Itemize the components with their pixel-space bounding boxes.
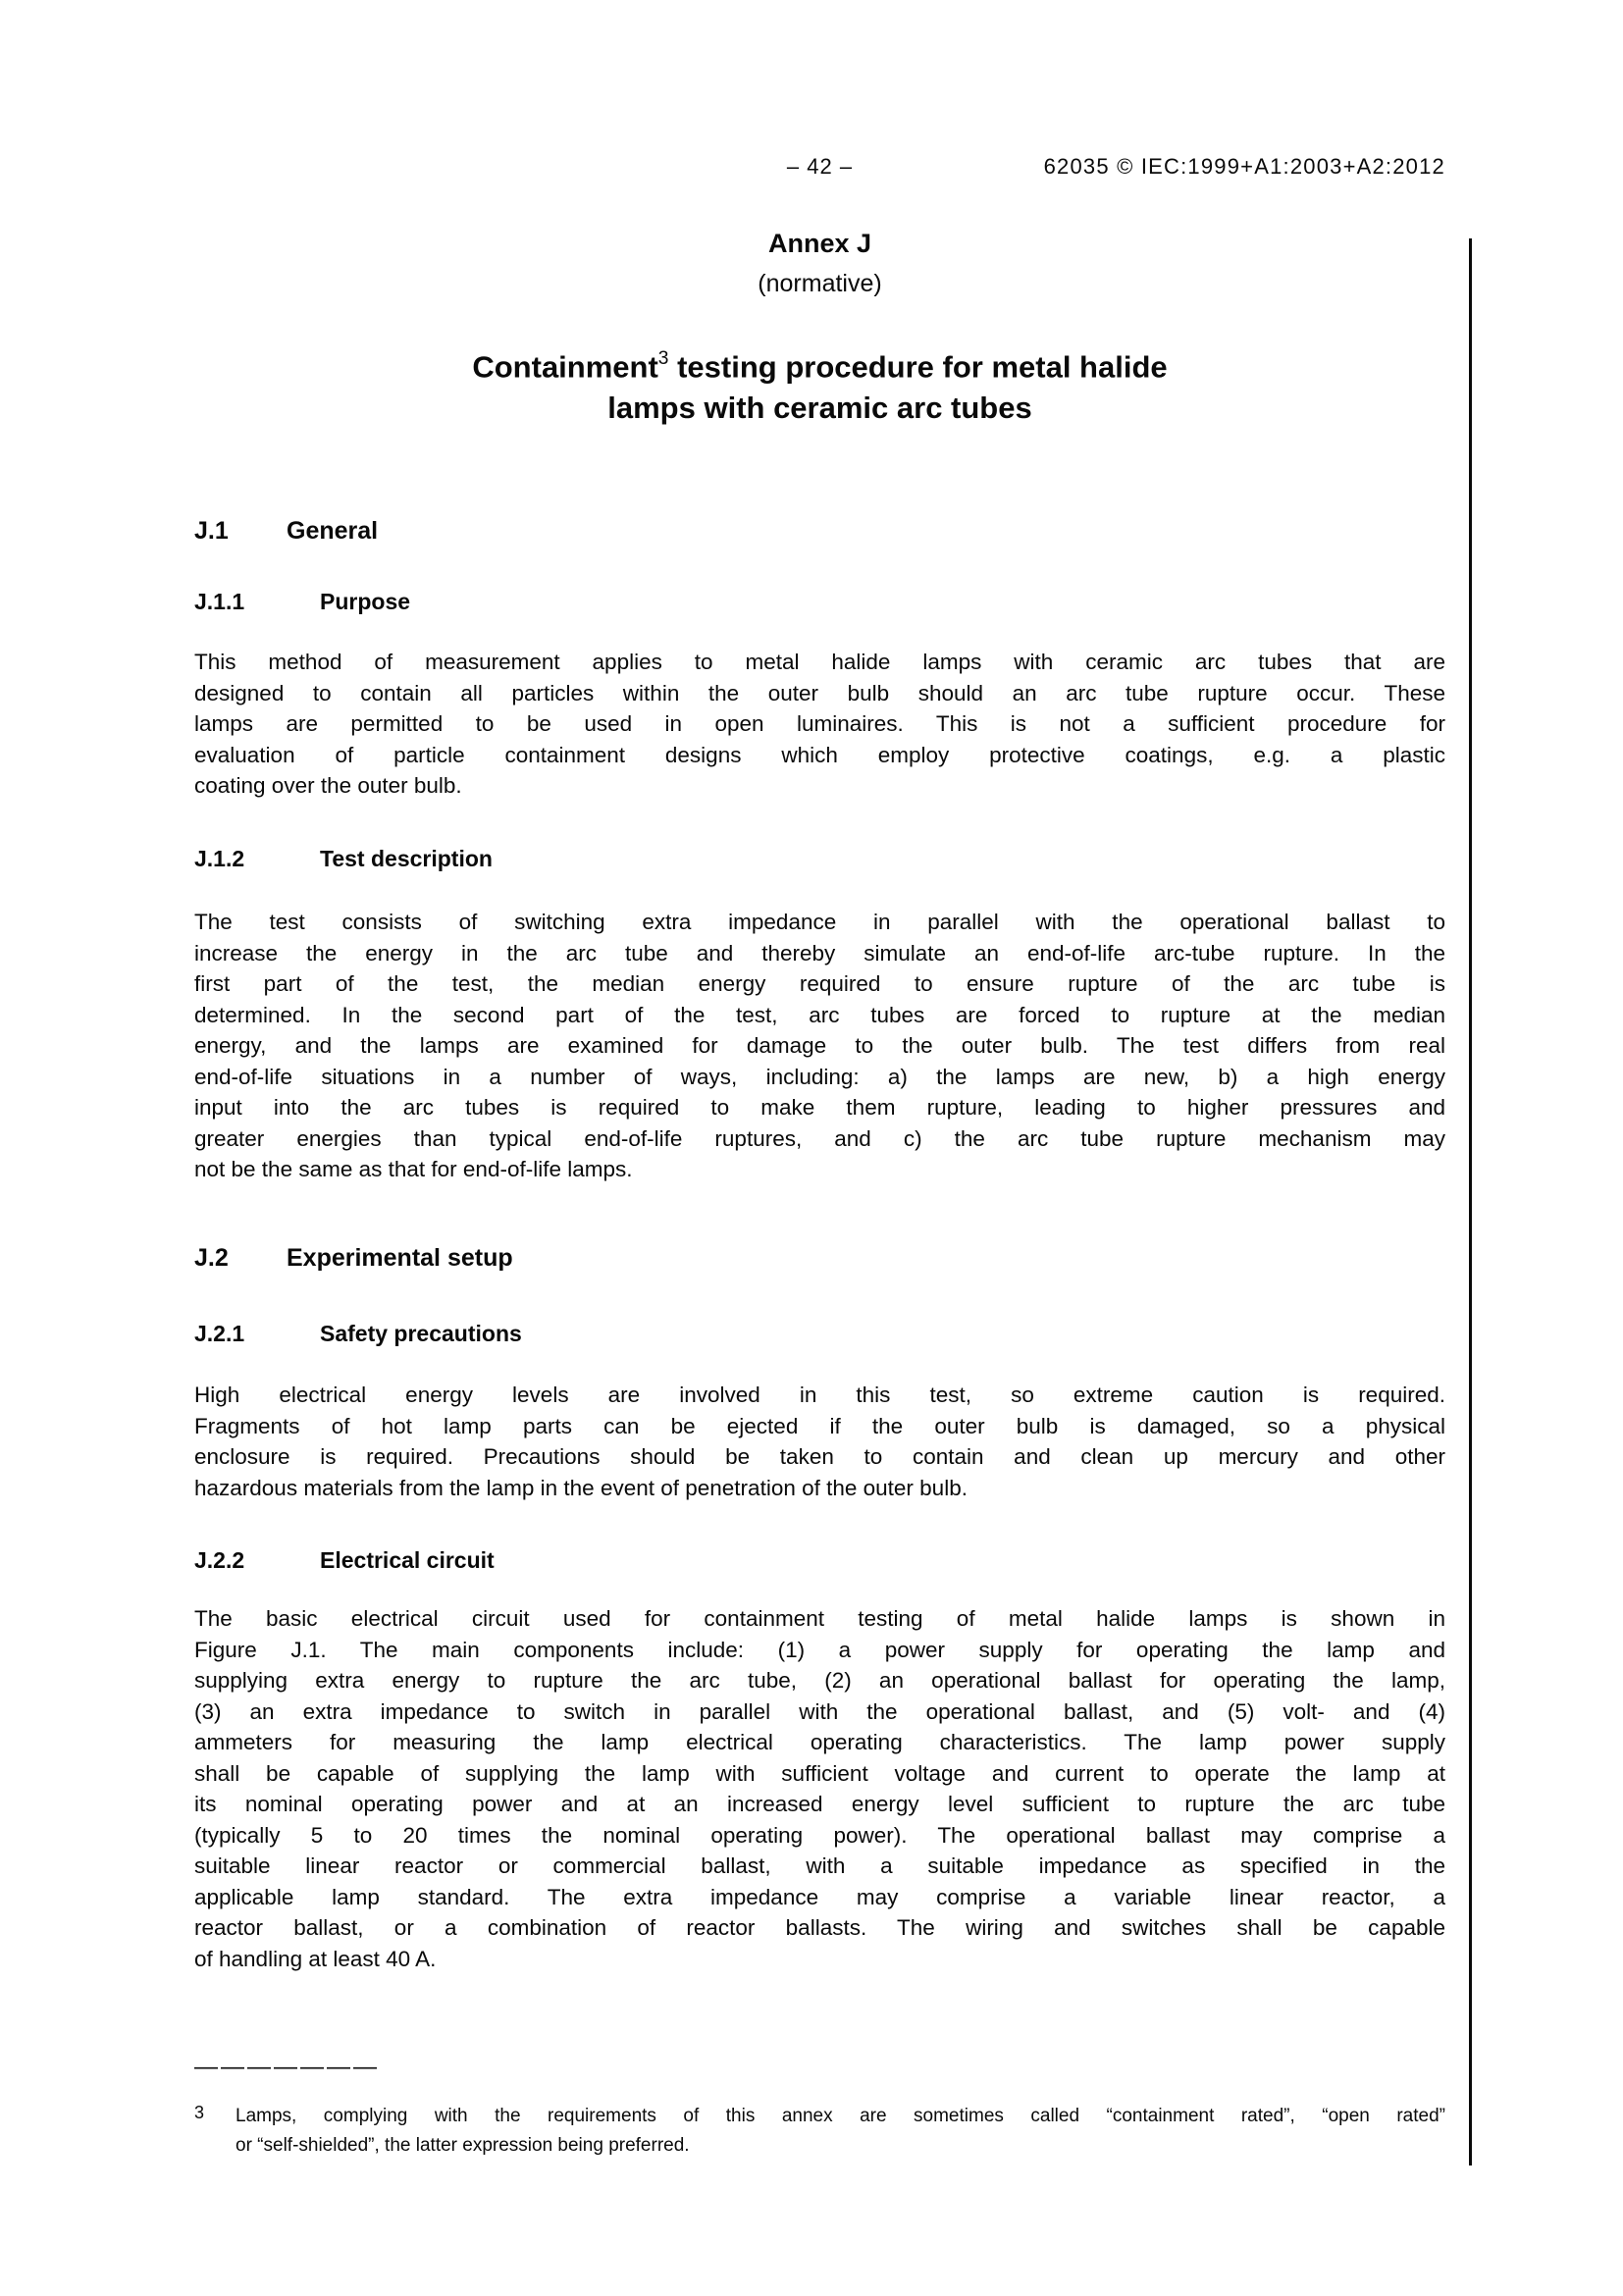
annex-title: Annex J [767, 229, 872, 258]
subsection-number: J.2.1 [194, 1321, 245, 1346]
page-header [194, 154, 1445, 183]
text-line: shall be capable of supplying the lamp with sufficient voltage and current to operate the lamp at [194, 1760, 1445, 1786]
footnote-text [236, 2102, 1445, 2161]
text-line: greater energies than typical end-of-life ruptures, and c) the arc tube rupture mechanism may [194, 1125, 1445, 1151]
text-line: its nominal operating power and at an increased energy level sufficient to rupture the arc tube [194, 1792, 1445, 1816]
text-line: designed to contain all particles within the outer bulb should an arc tube rupture occur. These [194, 680, 1445, 705]
title-line-1 [194, 340, 1445, 388]
text-line: The test consists of switching extra impedance in parallel with the operational ballast to [194, 910, 1445, 934]
paragraph-electrical-circuit [194, 1603, 1445, 1974]
text-line: applicable lamp standard. The extra impedance may comprise a variable linear reactor, a [194, 1884, 1445, 1909]
section-number: J.1 [194, 517, 229, 545]
text-line: Figure J.1. The main components include: (1) a power supply for operating the lamp and [194, 1637, 1445, 1662]
subsection-label: Purpose [320, 589, 411, 614]
section-label: General [287, 517, 379, 545]
text-line: suitable linear reactor or commercial ballast, with a suitable impedance as specified in the [194, 1853, 1445, 1878]
text-line: first part of the test, the median energy required to ensure rupture of the arc tube is [194, 971, 1445, 996]
section-number: J.2 [194, 1244, 229, 1272]
title-line-2: lamps with ceramic arc tubes [607, 391, 1032, 426]
document-reference: 62035 © IEC:1999+A1:2003+A2:2012 [1043, 154, 1445, 179]
footnote-separator: ——————— [194, 2054, 380, 2080]
text-line: increase the energy in the arc tube and thereby simulate an end-of-life arc-tube rupture. In the [194, 940, 1445, 965]
text-line: ammeters for measuring the lamp electrical operating characteristics. The lamp power supply [194, 1730, 1445, 1754]
subsection-label: Test description [320, 846, 493, 871]
text-line: Fragments of hot lamp parts can be ejected if the outer bulb is damaged, so a physical [194, 1413, 1445, 1438]
subsection-number: J.1.1 [194, 589, 245, 614]
text-line: hazardous materials from the lamp in the event of penetration of the outer bulb. [194, 1475, 968, 1500]
subsection-heading-j21 [194, 1321, 522, 1347]
text-line: end-of-life situations in a number of ways, including: a) the lamps are new, b) a high energy [194, 1064, 1445, 1089]
text-line: evaluation of particle containment designs which employ protective coatings, e.g. a plastic [194, 742, 1445, 767]
subsection-heading-j12 [194, 846, 493, 872]
text-line: enclosure is required. Precautions should be taken to contain and clean up mercury and other [194, 1444, 1445, 1469]
subsection-heading-j11 [194, 589, 410, 615]
section-heading-j2 [194, 1244, 513, 1273]
section-heading-j1 [194, 517, 378, 546]
text-line: determined. In the second part of the test, arc tubes are forced to rupture at the median [194, 1002, 1445, 1027]
title-text-post: testing procedure for metal halide [668, 349, 1168, 385]
section-label: Experimental setup [287, 1244, 513, 1272]
text-line: The basic electrical circuit used for containment testing of metal halide lamps is shown in [194, 1606, 1445, 1631]
footnote [194, 2102, 1445, 2161]
subsection-number: J.2.2 [194, 1547, 245, 1573]
title-text-pre: Containment [472, 349, 658, 385]
text-line: High electrical energy levels are involved in this test, so extreme caution is required. [194, 1383, 1445, 1407]
text-line: energy, and the lamps are examined for damage to the outer bulb. The test differs from real [194, 1033, 1445, 1058]
subsection-heading-j22 [194, 1547, 495, 1574]
text-line: (3) an extra impedance to switch in parallel with the operational ballast, and (5) volt- and (4) [194, 1698, 1445, 1724]
text-line: Lamps, complying with the requirements of this annex are sometimes called “containment rated”, “open rated” [236, 2106, 1445, 2126]
annex-status: (normative) [758, 270, 882, 297]
revision-change-bar [1469, 238, 1472, 2166]
text-line: lamps are permitted to be used in open luminaires. This is not a sufficient procedure for [194, 711, 1445, 736]
subsection-label: Safety precautions [320, 1321, 522, 1346]
text-line: or “self-shielded”, the latter expression being preferred. [236, 2135, 690, 2156]
footnote-reference-mark: 3 [657, 348, 669, 369]
paragraph-test-description [194, 907, 1445, 1185]
text-line: reactor ballast, or a combination of reactor ballasts. The wiring and switches shall be capable [194, 1915, 1445, 1940]
text-line: (typically 5 to 20 times the nominal operating power). The operational ballast may comprise a [194, 1822, 1445, 1848]
text-line: input into the arc tubes is required to make them rupture, leading to higher pressures and [194, 1095, 1445, 1120]
text-line: not be the same as that for end-of-life lamps. [194, 1157, 633, 1181]
paragraph-purpose [194, 647, 1445, 802]
footnote-number: 3 [194, 2103, 205, 2122]
subsection-label: Electrical circuit [320, 1547, 495, 1573]
text-line: supplying extra energy to rupture the arc tube, (2) an operational ballast for operating the lamp, [194, 1668, 1445, 1693]
page-number: – 42 – [786, 154, 854, 179]
annex-subject-title [194, 340, 1445, 429]
text-line: coating over the outer bulb. [194, 773, 462, 798]
text-line: This method of measurement applies to metal halide lamps with ceramic arc tubes that are [194, 650, 1445, 674]
text-line: of handling at least 40 A. [194, 1946, 437, 1971]
paragraph-safety [194, 1380, 1445, 1503]
subsection-number: J.1.2 [194, 846, 245, 871]
